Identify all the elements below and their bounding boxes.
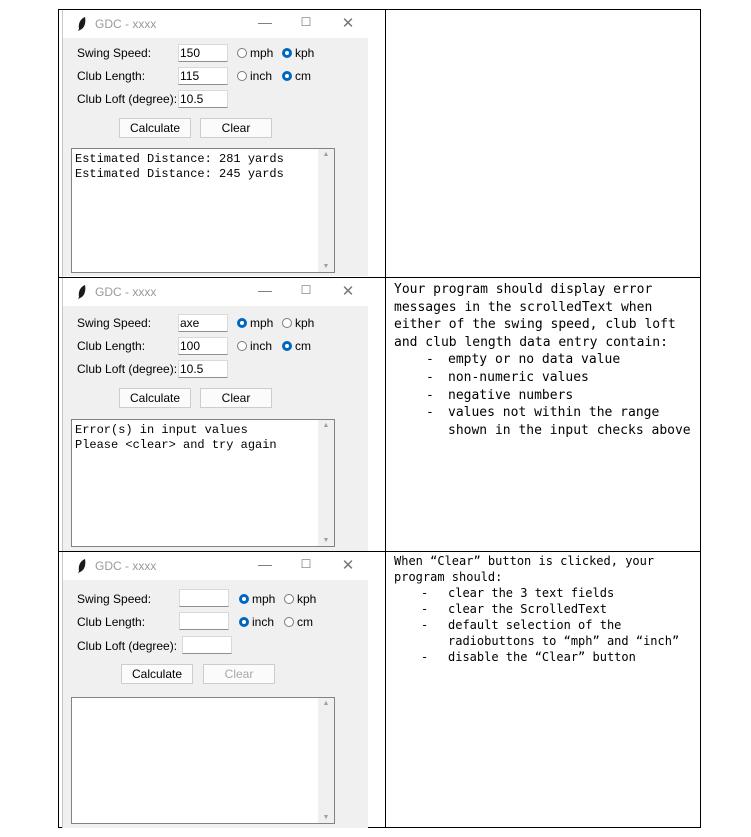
radio-selected-icon <box>239 594 249 604</box>
swing-speed-label: Swing Speed: <box>77 46 152 60</box>
radio-label: mph <box>250 316 274 330</box>
list-item-text: non-numeric values <box>448 369 589 385</box>
table-row-2 <box>59 278 702 551</box>
close-icon[interactable]: ✕ <box>341 557 355 574</box>
club-loft-input[interactable] <box>182 636 232 654</box>
feather-icon <box>77 17 87 31</box>
radio-selected-icon <box>282 341 292 351</box>
scrollbar[interactable] <box>318 698 334 823</box>
radio-label: kph <box>297 592 317 606</box>
club-length-label: Club Length: <box>77 615 146 629</box>
radio-kph[interactable] <box>282 316 314 330</box>
document-table <box>58 9 701 828</box>
app-window <box>62 10 368 276</box>
title-bar <box>63 10 368 38</box>
list-item: - default selection of the radiobuttons to “mph” and “inch” <box>421 618 680 648</box>
club-length-input[interactable]: 115 <box>178 67 228 85</box>
maximize-icon[interactable]: ☐ <box>300 557 312 571</box>
output-text <box>75 423 316 453</box>
bullet-list <box>394 585 699 665</box>
scroll-up-icon[interactable]: ▲ <box>322 151 330 158</box>
swing-speed-label: Swing Speed: <box>77 592 152 606</box>
list-item-text: clear the 3 text fields <box>448 586 615 600</box>
radio-circle-icon <box>237 48 247 58</box>
app-window <box>62 278 368 551</box>
feather-icon <box>77 559 87 573</box>
radio-label: cm <box>295 339 311 353</box>
scroll-up-icon[interactable]: ▲ <box>322 422 330 429</box>
radio-selected-icon <box>282 71 292 81</box>
radio-selected-icon <box>282 48 292 58</box>
table-row-3 <box>59 552 702 828</box>
minimize-icon[interactable]: — <box>258 556 272 572</box>
requirement-description <box>394 553 699 665</box>
radio-mph[interactable] <box>237 316 273 330</box>
radio-label: cm <box>297 615 313 629</box>
radio-label: mph <box>252 592 276 606</box>
clear-button[interactable]: Clear <box>200 118 272 138</box>
output-line: Error(s) in input values <box>75 423 248 437</box>
swing-speed-input[interactable]: axe <box>178 314 228 332</box>
radio-circle-icon <box>237 341 247 351</box>
feather-icon <box>77 285 87 299</box>
club-loft-label: Club Loft (degree): <box>77 92 178 106</box>
list-item-text: default selection of the radiobuttons to “mph” and “inch” <box>448 618 680 648</box>
output-line: Please <clear> and try again <box>75 438 277 452</box>
clear-button[interactable]: Clear <box>203 664 275 684</box>
club-length-input[interactable] <box>179 612 229 630</box>
scroll-down-icon[interactable]: ▼ <box>322 263 330 270</box>
scrolled-text[interactable] <box>71 148 335 273</box>
bullet-list <box>394 351 699 439</box>
radio-selected-icon <box>239 617 249 627</box>
window-title: GDC - xxxx <box>95 285 157 299</box>
radio-label: inch <box>250 339 273 353</box>
radio-kph[interactable] <box>284 592 316 606</box>
radio-mph[interactable] <box>239 592 275 606</box>
club-length-input[interactable]: 100 <box>178 337 228 355</box>
list-item: - empty or no data value <box>426 352 621 368</box>
scrollbar[interactable] <box>318 420 334 546</box>
table-row-1 <box>59 10 702 277</box>
radio-label: inch <box>252 615 275 629</box>
swing-speed-input[interactable]: 150 <box>178 44 228 62</box>
scrollbar[interactable] <box>318 149 334 272</box>
radio-kph[interactable] <box>282 46 314 60</box>
close-icon[interactable]: ✕ <box>341 283 355 300</box>
radio-cm[interactable] <box>282 339 311 353</box>
club-loft-label: Club Loft (degree): <box>77 362 178 376</box>
scrolled-text[interactable] <box>71 419 335 547</box>
output-text <box>75 152 316 182</box>
list-item-text: negative numbers <box>448 387 574 403</box>
club-length-label: Club Length: <box>77 69 146 83</box>
close-icon[interactable]: ✕ <box>341 15 355 32</box>
maximize-icon[interactable]: ☐ <box>300 15 312 29</box>
list-item: - values not within the range shown in the input checks above <box>426 405 691 438</box>
radio-selected-icon <box>237 318 247 328</box>
scroll-up-icon[interactable]: ▲ <box>322 700 330 707</box>
club-loft-label: Club Loft (degree): <box>77 639 178 653</box>
clear-button[interactable]: Clear <box>200 388 272 408</box>
output-line: Estimated Distance: 281 yards <box>75 152 284 166</box>
club-loft-input[interactable]: 10.5 <box>178 90 228 108</box>
output-line: Estimated Distance: 245 yards <box>75 167 284 181</box>
minimize-icon[interactable]: — <box>258 282 272 298</box>
calculate-button[interactable]: Calculate <box>119 118 191 138</box>
radio-circle-icon <box>284 594 294 604</box>
list-item-text: empty or no data value <box>448 352 621 368</box>
radio-circle-icon <box>284 617 294 627</box>
title-bar <box>63 278 368 306</box>
description-intro: Your program should display error messages in the scrolledText when either of the swing speed, club loft and club length data entry contain: <box>394 282 676 350</box>
scrolled-text[interactable] <box>71 697 335 824</box>
radio-inch[interactable] <box>237 339 272 353</box>
radio-mph[interactable] <box>237 46 273 60</box>
scroll-down-icon[interactable]: ▼ <box>322 537 330 544</box>
swing-speed-input[interactable] <box>179 589 229 607</box>
radio-cm[interactable] <box>284 615 313 629</box>
list-item-text: clear the ScrolledText <box>448 602 607 616</box>
club-length-label: Club Length: <box>77 339 146 353</box>
title-bar <box>63 552 368 580</box>
window-title: GDC - xxxx <box>95 559 157 573</box>
window-title: GDC - xxxx <box>95 17 157 31</box>
radio-label: kph <box>295 316 315 330</box>
radio-label: inch <box>250 69 273 83</box>
list-item: - clear the 3 text fields <box>421 586 615 600</box>
maximize-icon[interactable]: ☐ <box>300 283 312 297</box>
description-intro: When “Clear” button is clicked, your program should: <box>394 554 655 584</box>
list-item: - clear the ScrolledText <box>421 602 607 616</box>
radio-circle-icon <box>237 71 247 81</box>
list-item-text: values not within the range shown in the input checks above <box>448 405 691 438</box>
radio-inch[interactable] <box>239 615 274 629</box>
radio-circle-icon <box>282 318 292 328</box>
list-item: - non-numeric values <box>426 369 589 385</box>
list-item: - disable the “Clear” button <box>421 650 636 664</box>
app-window <box>62 552 368 828</box>
radio-cm[interactable] <box>282 69 311 83</box>
swing-speed-label: Swing Speed: <box>77 316 152 330</box>
list-item-text: disable the “Clear” button <box>448 650 636 664</box>
scroll-down-icon[interactable]: ▼ <box>322 814 330 821</box>
radio-label: mph <box>250 46 274 60</box>
radio-inch[interactable] <box>237 69 272 83</box>
club-loft-input[interactable]: 10.5 <box>178 360 228 378</box>
radio-label: cm <box>295 69 311 83</box>
minimize-icon[interactable]: — <box>258 14 272 30</box>
requirement-description <box>394 281 699 439</box>
radio-label: kph <box>295 46 315 60</box>
calculate-button[interactable]: Calculate <box>121 664 193 684</box>
calculate-button[interactable]: Calculate <box>119 388 191 408</box>
list-item: - negative numbers <box>426 387 574 403</box>
